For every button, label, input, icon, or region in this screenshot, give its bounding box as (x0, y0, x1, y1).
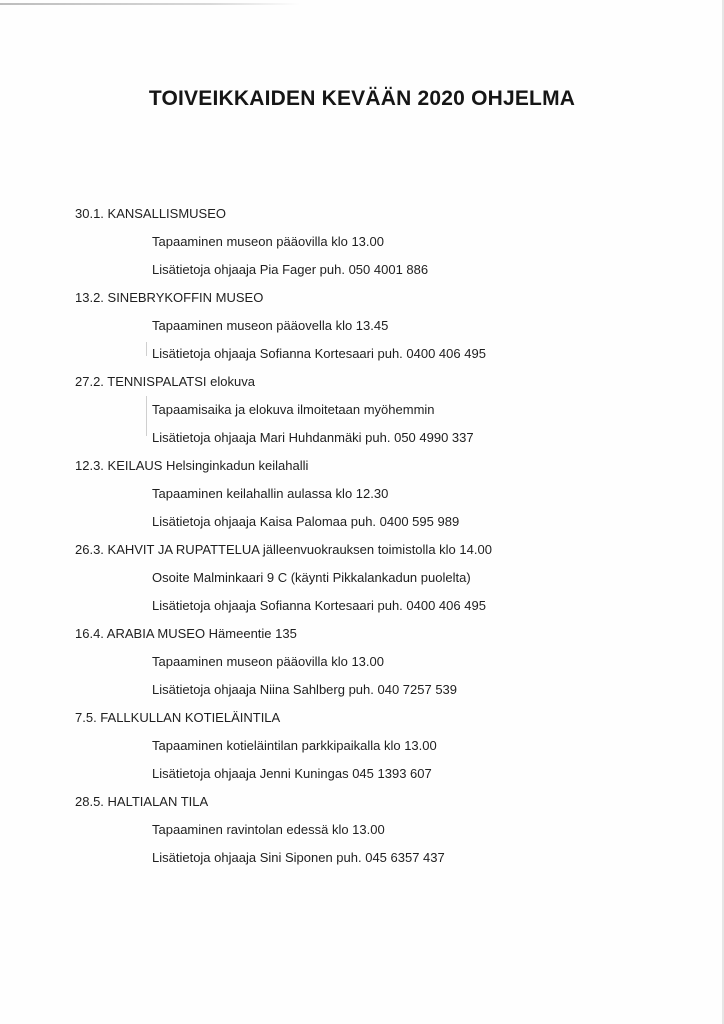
event-contact: Lisätietoja ohjaaja Mari Huhdanmäki puh. 050 4990 337 (152, 430, 474, 445)
event-header: 30.1. KANSALLISMUSEO (75, 206, 227, 221)
scan-mark (146, 396, 147, 436)
event-contact: Lisätietoja ohjaaja Sofianna Kortesaari puh. 0400 406 495 (152, 346, 486, 361)
event-contact: Lisätietoja ohjaaja Sini Siponen puh. 045 6357 437 (152, 850, 445, 865)
event-header: 12.3. KEILAUS Helsinginkadun keilahalli (75, 458, 309, 473)
event-header: 26.3. KAHVIT JA RUPATTELUA jälleenvuokrauksen toimistolla klo 14.00 (75, 542, 492, 557)
event-item (75, 788, 695, 872)
event-meeting: Tapaaminen keilahallin aulassa klo 12.30 (152, 486, 389, 501)
event-address: Osoite Malminkaari 9 C (käynti Pikkalankadun puolelta) (152, 570, 471, 585)
event-header: 28.5. HALTIALAN TILA (75, 794, 209, 809)
event-header: 13.2. SINEBRYKOFFIN MUSEO (75, 290, 264, 305)
event-contact: Lisätietoja ohjaaja Kaisa Palomaa puh. 0400 595 989 (152, 514, 460, 529)
event-header: 27.2. TENNISPALATSI elokuva (75, 374, 255, 389)
event-meeting: Tapaaminen museon pääovilla klo 13.00 (152, 654, 384, 669)
event-header: 7.5. FALLKULLAN KOTIELÄINTILA (75, 710, 281, 725)
event-meeting: Tapaaminen museon pääovella klo 13.45 (152, 318, 389, 333)
event-meeting: Tapaaminen kotieläintilan parkkipaikalla klo 13.00 (152, 738, 437, 753)
page-title: TOIVEIKKAIDEN KEVÄÄN 2020 OHJELMA (148, 87, 576, 110)
scan-mark (146, 342, 147, 356)
event-item (75, 284, 695, 368)
program-list (75, 200, 695, 872)
event-contact: Lisätietoja ohjaaja Niina Sahlberg puh. 040 7257 539 (152, 682, 458, 697)
scan-edge-line (0, 3, 300, 5)
event-meeting: Tapaaminen ravintolan edessä klo 13.00 (152, 822, 385, 837)
event-contact: Lisätietoja ohjaaja Pia Fager puh. 050 4001 886 (152, 262, 429, 277)
event-item (75, 452, 695, 536)
event-item (75, 200, 695, 284)
event-meeting: Tapaamisaika ja elokuva ilmoitetaan myöhemmin (152, 402, 435, 417)
event-item (75, 368, 695, 452)
event-meeting: Tapaaminen museon pääovilla klo 13.00 (152, 234, 384, 249)
event-item (75, 704, 695, 788)
event-header: 16.4. ARABIA MUSEO Hämeentie 135 (75, 626, 297, 641)
event-contact: Lisätietoja ohjaaja Jenni Kuningas 045 1393 607 (152, 766, 432, 781)
event-item (75, 620, 695, 704)
event-item (75, 536, 695, 620)
event-contact: Lisätietoja ohjaaja Sofianna Kortesaari puh. 0400 406 495 (152, 598, 486, 613)
